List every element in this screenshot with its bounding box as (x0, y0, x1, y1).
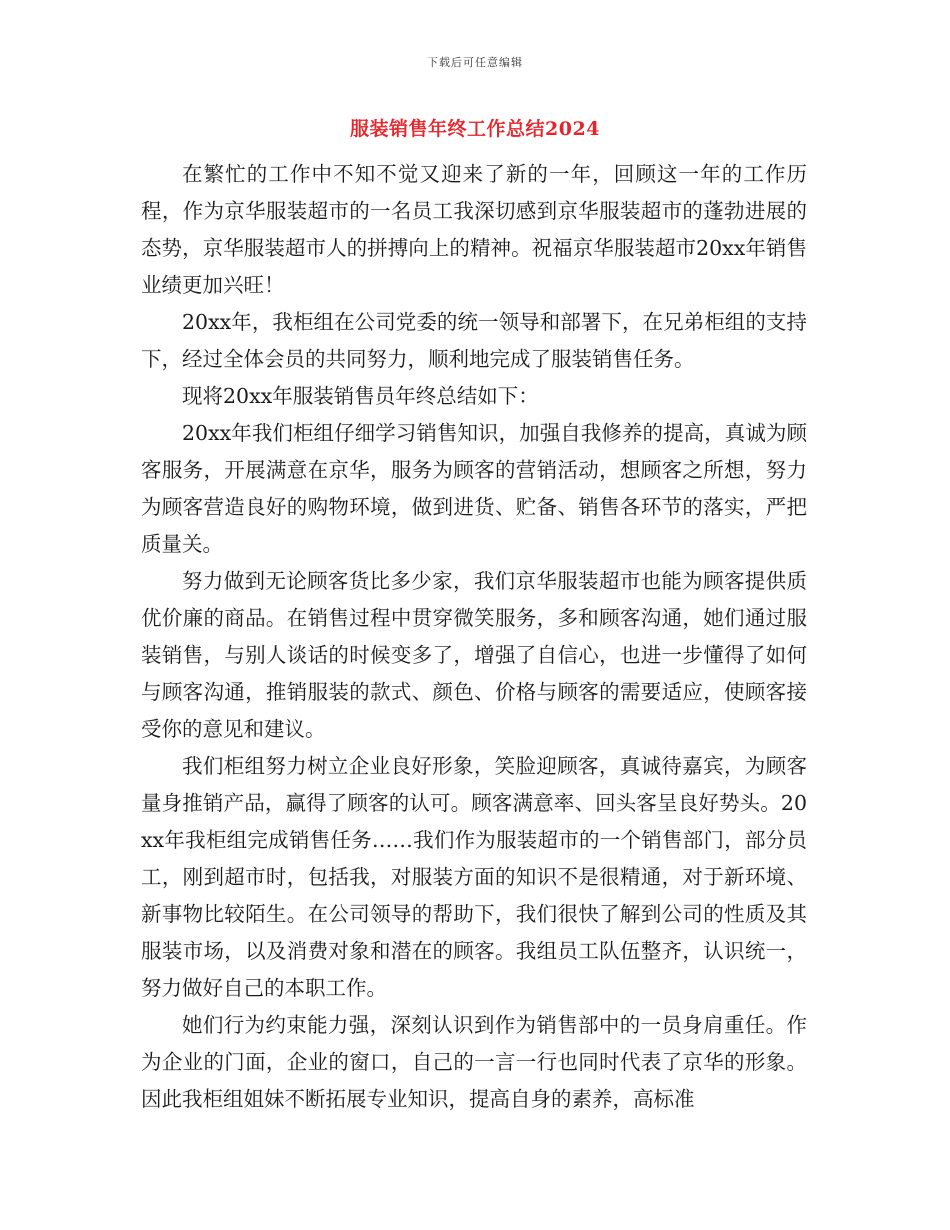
paragraph-1: 在繁忙的工作中不知不觉又迎来了新的一年，回顾这一年的工作历程，作为京华服装超市的一名员工我深切感到京华服装超市的蓬勃进展的态势，京华服装超市人的拼搏向上的精神。祝福京华服装超市20xx年销售业绩更加兴旺！ (141, 162, 807, 297)
paragraph-4: 20xx年我们柜组仔细学习销售知识，加强自我修养的提高，真诚为顾客服务，开展满意在京华，服务为顾客的营销活动，想顾客之所想，努力为顾客营造良好的购物环境，做到进货、贮备、销售各环节的落实，严把质量关。 (141, 421, 807, 556)
paragraph-5: 努力做到无论顾客货比多少家，我们京华服装超市也能为顾客提供质优价廉的商品。在销售过程中贯穿微笑服务，多和顾客沟通，她们通过服装销售，与别人谈话的时候变多了，增强了自信心，也进一步懂得了如何与顾客沟通，推销服装的款式、颜色、价格与顾客的需要适应，使顾客接受你的意见和建议。 (141, 569, 807, 741)
paragraph-3: 现将20xx年服装销售员年终总结如下： (182, 384, 539, 408)
paragraph-6: 我们柜组努力树立企业良好形象，笑脸迎顾客，真诚待嘉宾，为顾客量身推销产品，赢得了顾客的认可。顾客满意率、回头客呈良好势头。20xx年我柜组完成销售任务……我们作为服装超市的一个销售部门，部分员工，刚到超市时，包括我，对服装方面的知识不是很精通，对于新环境、新事物比较陌生。在公司领导的帮助下，我们很快了解到公司的性质及其服装市场，以及消费对象和潜在的顾客。我组员工队伍整齐，认识统一，努力做好自己的本职工作。 (141, 754, 807, 1000)
document-body (141, 156, 807, 1118)
paragraph-7: 她们行为约束能力强，深刻认识到作为销售部中的一员身肩重任。作为企业的门面，企业的窗口，自己的一言一行也同时代表了京华的形象。因此我柜组姐妹不断拓展专业知识，提高自身的素养，高标准 (141, 1013, 807, 1111)
document-title: 服装销售年终工作总结2024 (350, 118, 600, 140)
header-note: 下载后可任意编辑 (427, 56, 523, 69)
paragraph-2: 20xx年，我柜组在公司党委的统一领导和部署下，在兄弟柜组的支持下，经过全体会员的共同努力，顺利地完成了服装销售任务。 (141, 310, 807, 371)
